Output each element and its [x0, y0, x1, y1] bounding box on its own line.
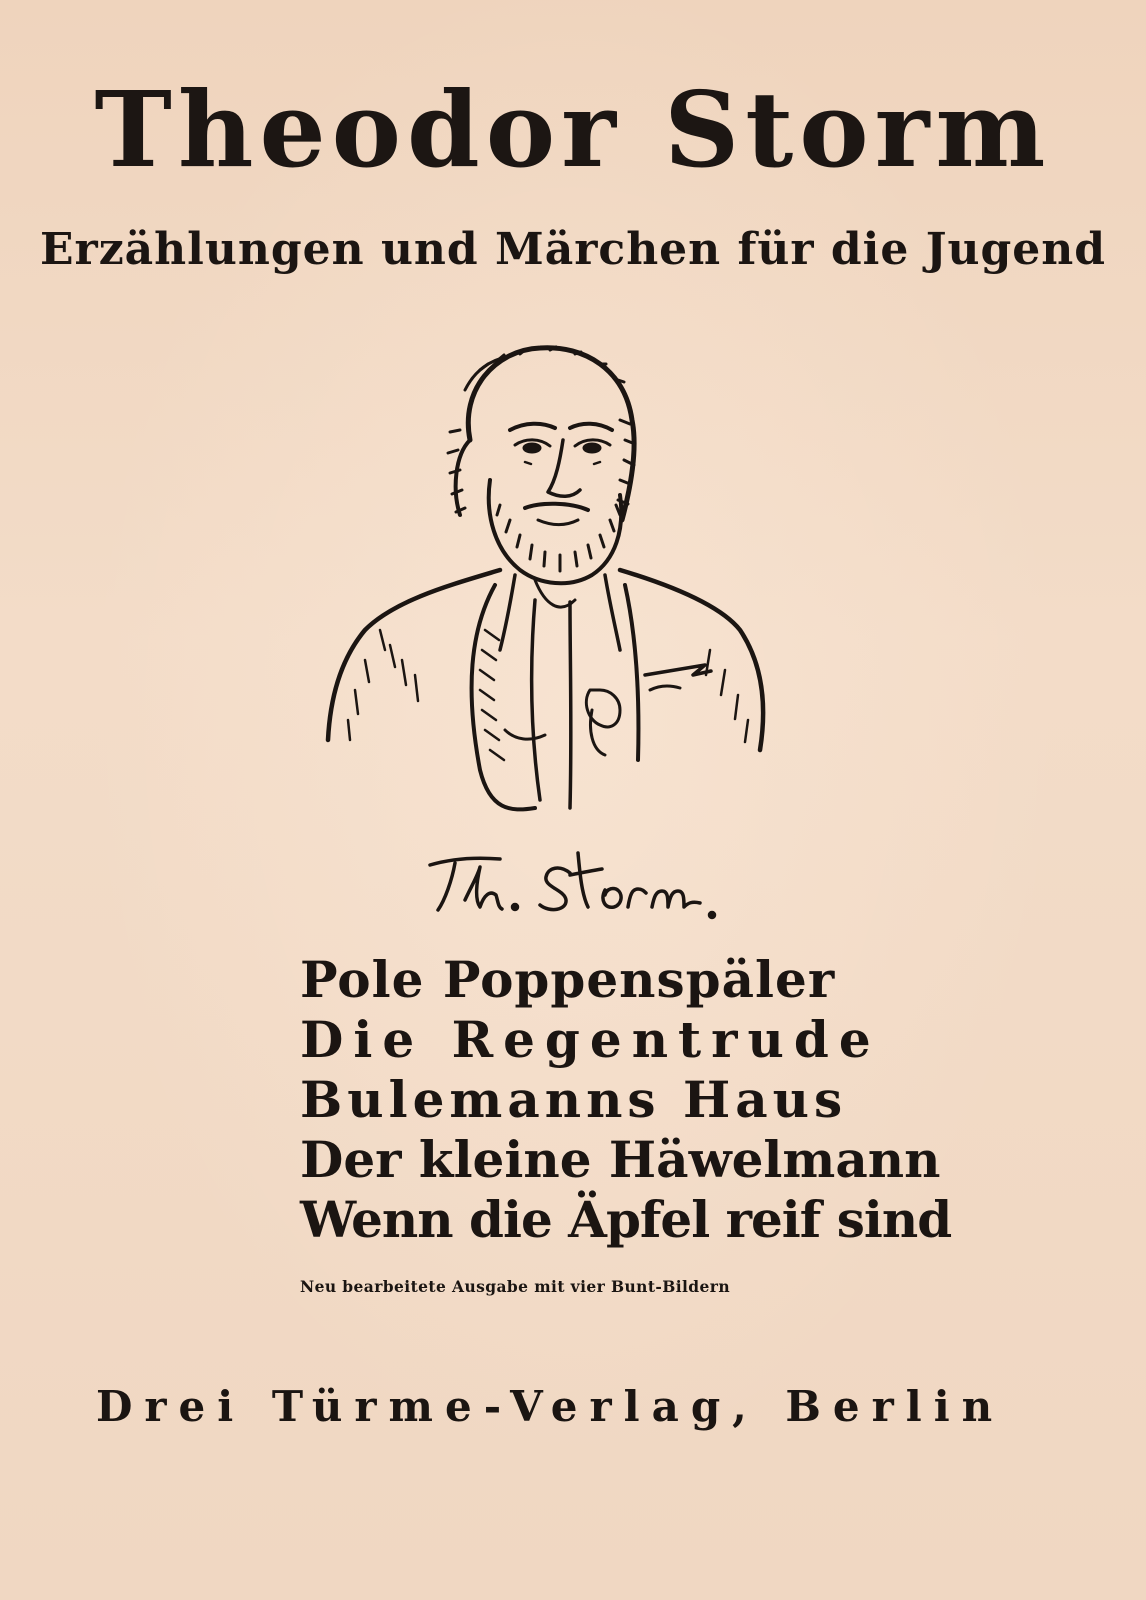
- author-signature: [420, 845, 730, 925]
- edition-note: Neu bearbeitete Ausgabe mit vier Bunt-Bildern: [300, 1277, 731, 1296]
- work-title: Pole Poppenspäler: [300, 950, 836, 1009]
- publisher-imprint: Drei Türme-Verlag, Berlin: [96, 1382, 1005, 1431]
- works-list: [300, 950, 952, 1255]
- work-title: Wenn die Äpfel reif sind: [300, 1190, 952, 1249]
- author-portrait-illustration: [320, 330, 780, 820]
- work-title: Der kleine Häwelmann: [300, 1130, 941, 1189]
- work-title: Bulemanns Haus: [300, 1070, 848, 1129]
- book-title: Theodor Storm: [94, 68, 1052, 191]
- book-subtitle: Erzählungen und Märchen für die Jugend: [39, 224, 1107, 275]
- work-title: Die Regentrude: [300, 1010, 881, 1069]
